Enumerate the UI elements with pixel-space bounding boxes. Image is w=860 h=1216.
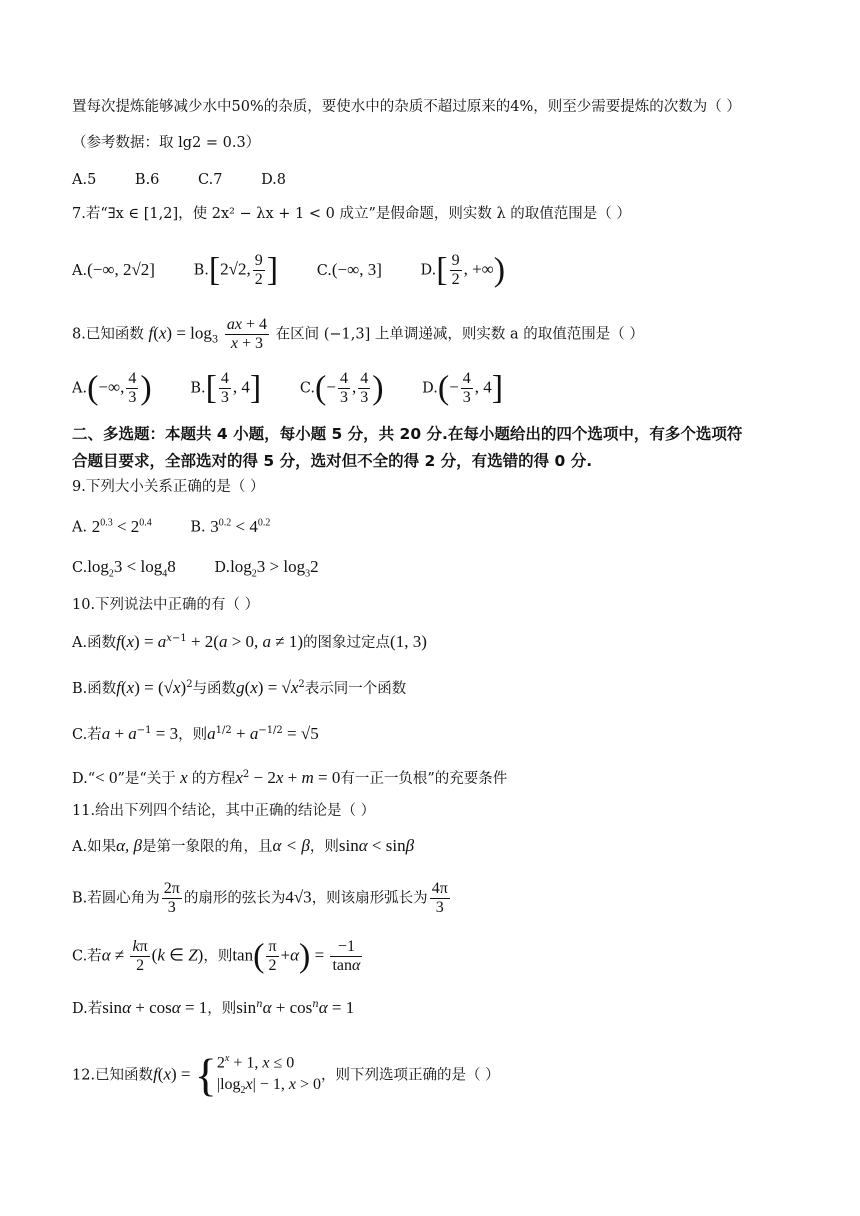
q6-line2: （参考数据：取 lg2 = 0.3） [72,135,261,151]
q7-stem: 7.若“∃x ∈ [1,2]，使 2x² − λx + 1 < 0 成立”是假命题，则实数 λ 的取值范围是（ ） [72,206,631,222]
q10-option-b: B.函数$f(x) = (√x)^2$与函数$g(x) = √x^2$表示同一个函数 [72,677,407,697]
q9-option-c: $C.\log_23 < \log_48$ [72,557,176,580]
q8-option-d: D.(− $\frac{4}{3}$ , 4] [422,369,504,407]
q6-option-a: A.5 [72,172,97,188]
q10-option-c: C.若$a + a^{-1} = 3$，则$a^{1/2} + a^{-1/2} = √5$ [72,723,319,743]
q8-options [72,370,800,407]
q7-option-b: B.[2√2, $\frac{9}{2}$ ] [193,251,279,289]
q9-option-a: A. $2^{0.3} < 2^{0.4}$ [72,516,152,536]
q11-option-c: C.若α ≠ $\frac{k\pi}{2}$ (k ∈ Z)，则tan( $\frac{\pi}{2}$ +α) = $\frac{-1}{\tan\alpha}$ [72,937,361,975]
q11-option-a: A.如果α, β是第一象限的角，且α < β，则sinα < sinβ [72,836,415,855]
q7-options [72,252,800,289]
q8-option-a: A.(−∞, $\frac{4}{3}$ ) [72,369,152,407]
q12-stem: 12.已知函数f(x) = { $2^x + 1$, x ≤ 0 $|\log_2x| - 1$, x > 0 ，则下列选项正确的是（ ） [72,1049,500,1101]
q6-option-d: D.8 [261,172,287,188]
q9-option-b: B. $3^{0.2} < 4^{0.2}$ [190,516,271,536]
q10-stem: 10.下列说法中正确的有（ ） [72,597,260,613]
q8-option-b: B.[ $\frac{4}{3}$ , 4] [190,369,262,407]
q6-option-c: C.7 [198,172,223,188]
q8-option-c: C.(− $\frac{4}{3}$ , $\frac{4}{3}$ ) [299,369,384,407]
q6-options [72,169,800,191]
q10-option-d: D.“< 0”是“关于 x 的方程$x^2 - 2x + m = 0$有一正一负根”的充要条件 [72,767,508,787]
q9-stem: 9.下列大小关系正确的是（ ） [72,479,265,495]
q11-option-b: B.若圆心角为 $\frac{2\pi}{3}$ 的扇形的弦长为4√3，则该扇形弧长为 $\frac{4\pi}{3}$ [72,880,448,916]
section-heading-line1: 二、多选题：本题共 4 小题，每小题 5 分，共 20 分.在每小题给出的四个选项中，有多个选项符 [72,425,743,443]
section-heading-line2: 合题目要求，全部选对的得 5 分，选对但不全的得 2 分，有选错的得 0 分. [72,452,593,470]
q6-option-b: B.6 [134,172,160,188]
q9-options-row1 [72,512,800,539]
q9-option-d: $D.\log_23 > \log_32$ [214,557,319,580]
q7-option-a: A.(−∞, 2√2] [72,259,155,279]
q7-option-c: C.(−∞, 3] [316,259,382,279]
q7-option-d: D.[ $\frac{9}{2}$ , +∞) [420,251,506,289]
q9-options-row2 [72,556,800,585]
q8-stem: 8.已知函数 $f(x) = \log_3$ $\frac{ax + 4}{x + 3}$ 在区间 (−1,3] 上单调递减，则实数 a 的取值范围是（ ） [72,316,644,352]
q11-option-d: D.若sinα + cosα = 1，则$\sin^n\alpha + \cos^n\alpha = 1$ [72,997,355,1017]
q11-stem: 11.给出下列四个结论，其中正确的结论是（ ） [72,803,376,819]
q10-option-a: A.函数$f(x) = a^{x-1} + 2(a > 0$, a ≠ 1)的图象过定点(1, 3) [72,631,427,651]
q6-line1: 置每次提炼能够减少水中50%的杂质，要使水中的杂质不超过原来的4%，则至少需要提炼的次数为（ ） [72,99,741,115]
